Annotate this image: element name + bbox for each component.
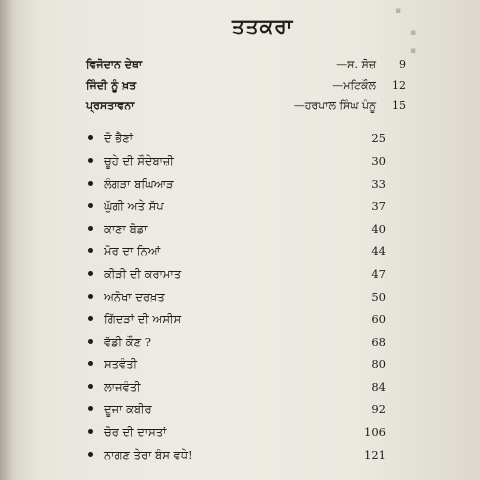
entry-title: ਵੱਡੀ ਕੌਣ ? (104, 335, 151, 349)
entry-title: ਚੋਰ ਦੀ ਦਾਸਤਾਂ (104, 425, 167, 439)
bullet-icon (88, 384, 93, 389)
contents-entry (86, 269, 386, 289)
contents-entry (86, 382, 386, 402)
entry-page: 25 (371, 131, 386, 145)
contents-entry (86, 427, 386, 447)
front-matter-row (86, 99, 406, 117)
bullet-icon (88, 181, 93, 186)
entry-page: 68 (371, 335, 386, 349)
entry-page: 30 (371, 154, 386, 168)
entry-title: ਦੂਜਾ ਕਬੀਰ (104, 402, 152, 416)
front-matter-title: ਜਿੰਦੀ ਨੂੰ ਖ਼ਤ (86, 79, 137, 92)
bullet-icon (88, 361, 93, 366)
bleed-through-mark: ▪ (395, 6, 402, 16)
bullet-icon (88, 294, 93, 299)
front-matter-author: —ਸ. ਸੋਜ਼ (336, 58, 376, 71)
contents-entry (86, 133, 386, 153)
entry-page: 44 (371, 244, 386, 258)
front-matter-page: 15 (392, 99, 406, 112)
entry-title: ਚੂਹੇ ਦੀ ਸੌਦੇਬਾਜ਼ੀ (104, 154, 174, 168)
contents-entry (86, 201, 386, 221)
entry-title: ਲੰਗੜਾ ਬਘਿਆੜ (104, 177, 174, 191)
entry-title: ਕਾਣਾ ਬੋਡਾ (104, 222, 148, 236)
contents-entry (86, 337, 386, 357)
bullet-icon (88, 226, 93, 231)
entry-title: ਦੋ ਭੈਣਾਂ (104, 131, 134, 145)
bullet-icon (88, 429, 93, 434)
contents-entry (86, 246, 386, 266)
contents-entry (86, 359, 386, 379)
contents-entry (86, 292, 386, 312)
bullet-icon (88, 406, 93, 411)
front-matter-author: —ਮਟਿਕੌਲ (332, 79, 376, 92)
entry-page: 60 (371, 312, 386, 326)
entry-title: ਲਾਜਵੰਤੀ (104, 380, 141, 394)
front-matter-page: 9 (399, 58, 406, 71)
contents-entry (86, 314, 386, 334)
bullet-icon (88, 203, 93, 208)
contents-entry (86, 404, 386, 424)
contents-entry (86, 179, 386, 199)
bullet-icon (88, 135, 93, 140)
entry-title: ਕੀੜੀ ਦੀ ਕਰਾਮਾਤ (104, 267, 182, 281)
book-gutter (0, 0, 14, 480)
page-title: ਤਤਕਰਾ (232, 14, 294, 38)
bullet-icon (88, 452, 93, 457)
front-matter-row (86, 58, 406, 76)
bullet-icon (88, 316, 93, 321)
bullet-icon (88, 339, 93, 344)
entry-page: 121 (364, 448, 386, 462)
entry-page: 106 (364, 425, 386, 439)
entry-title: ਘੁੱਗੀ ਅਤੇ ਸੱਪ (104, 199, 164, 213)
bullet-icon (88, 158, 93, 163)
front-matter-title: ਪ੍ਰਸਤਾਵਨਾ (86, 99, 135, 112)
bleed-through-mark: ▪ (410, 46, 417, 56)
entry-title: ਗਿੱਦੜਾਂ ਦੀ ਅਸੀਸ (104, 312, 182, 326)
entry-page: 92 (371, 402, 386, 416)
bullet-icon (88, 248, 93, 253)
front-matter-page: 12 (392, 79, 406, 92)
entry-page: 47 (371, 267, 386, 281)
entry-page: 50 (371, 290, 386, 304)
entry-title: ਅਨੋਖਾ ਦਰਖ਼ਤ (104, 290, 165, 304)
entry-page: 33 (371, 177, 386, 191)
entry-title: ਸਤਵੰਤੀ (104, 357, 138, 371)
contents-entry (86, 450, 386, 470)
contents-entry (86, 156, 386, 176)
entry-page: 37 (371, 199, 386, 213)
entry-title: ਮੋਰ ਦਾ ਨਿਆਂ (104, 244, 161, 258)
entry-page: 84 (371, 380, 386, 394)
entry-title: ਨਾਗਣ ਤੇਰਾ ਬੰਸ ਵਧੇ! (104, 448, 193, 462)
entry-page: 80 (371, 357, 386, 371)
bullet-icon (88, 271, 93, 276)
front-matter-title: ਵਿਜੋਦਾਨ ਦੇਥਾ (86, 58, 143, 71)
bleed-through-mark: ▪ (410, 28, 417, 38)
front-matter-author: —ਹਰਪਾਲ ਸਿੰਘ ਪੰਨੂ (293, 99, 376, 112)
entry-page: 40 (371, 222, 386, 236)
contents-entry (86, 224, 386, 244)
front-matter-row (86, 79, 406, 97)
